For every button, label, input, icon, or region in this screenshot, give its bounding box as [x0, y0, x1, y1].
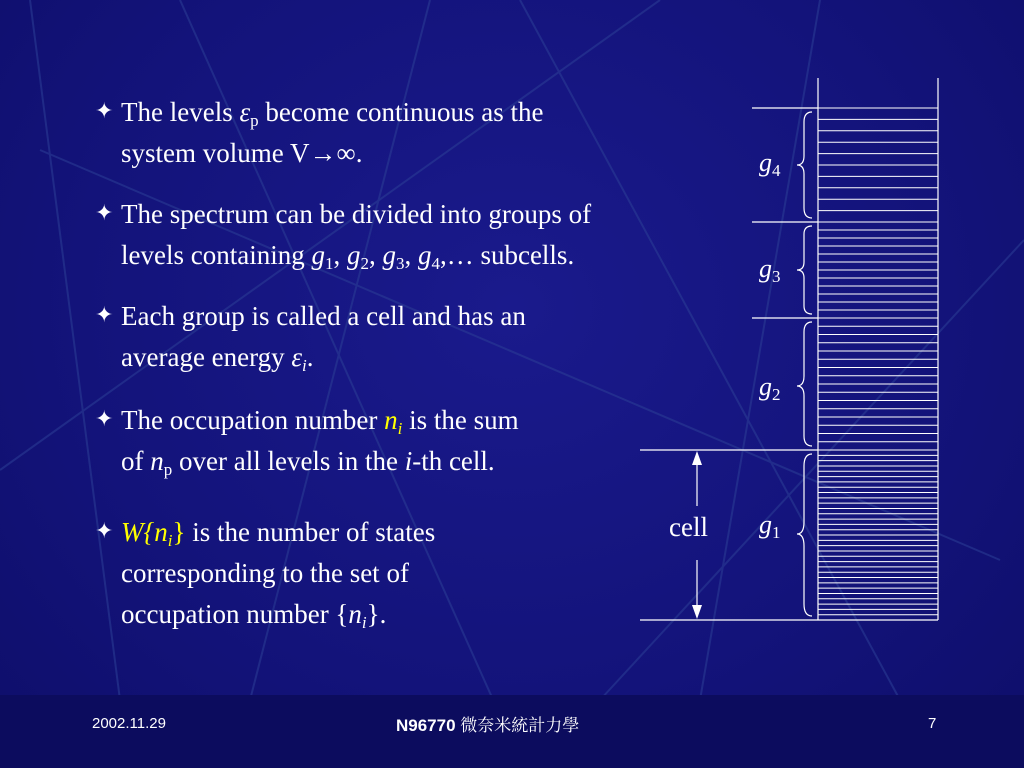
g1-label [759, 510, 781, 540]
g-symbol: g [759, 510, 772, 539]
text: Each group is called a cell and has an [121, 301, 526, 331]
cell-label: cell [669, 512, 708, 542]
subscript: i [167, 531, 173, 550]
text: become continuous as the [258, 97, 544, 127]
epsilon-symbol: ε [291, 342, 303, 372]
text: is the sum [402, 405, 519, 435]
course-title: 微奈米統計力學 [460, 716, 580, 736]
g-symbol: g [382, 240, 396, 270]
star-bullet-icon: ✦ [95, 201, 114, 226]
arrow-up-head-icon [692, 451, 702, 465]
text: over all levels in the [172, 446, 405, 476]
page-number: 7 [928, 715, 937, 732]
subscript: i [302, 356, 307, 375]
brace-g4 [797, 112, 812, 218]
star-bullet-icon: ✦ [95, 303, 114, 328]
text: is the number of states [185, 517, 436, 547]
bullet-item: ✦ The spectrum can be divided into groups of levels containing $g_1$, $g_2$, $g_3$, $g_4,\dots$ subcells. [95, 194, 735, 276]
star-bullet-icon: ✦ [95, 519, 114, 544]
footer-date: 2002.11.29 [92, 715, 166, 732]
text: }. [366, 599, 387, 629]
n-symbol: n [384, 405, 398, 435]
brace-g2 [797, 322, 812, 446]
epsilon-symbol: ε [239, 97, 251, 127]
subscript: i [361, 613, 367, 632]
subscript: 2 [772, 385, 781, 404]
brace-g3 [797, 226, 812, 314]
g4-label [759, 148, 781, 178]
subscript: 1 [772, 523, 781, 542]
text: levels containing [121, 240, 312, 270]
text: ,… subcells. [439, 240, 575, 270]
subscript: 2 [360, 254, 369, 273]
w-symbol: W{ [121, 517, 155, 547]
text: corresponding to the set of [121, 558, 409, 588]
star-bullet-icon: ✦ [95, 407, 114, 432]
i-symbol: i [404, 446, 413, 476]
g-symbol: g [311, 240, 325, 270]
star-bullet-icon: ✦ [95, 99, 114, 124]
text: of [121, 446, 151, 476]
text: occupation number { [121, 599, 349, 629]
g-symbol: g [759, 254, 772, 283]
subscript: 3 [772, 267, 781, 286]
g-symbol: g [346, 240, 361, 270]
g-symbol: g [759, 148, 772, 177]
text: The levels [121, 97, 240, 127]
g3-label [759, 254, 781, 284]
text: The spectrum can be divided into groups of [121, 199, 592, 229]
text: -th cell. [412, 446, 495, 476]
g2-label [759, 372, 781, 402]
brace: } [172, 517, 186, 547]
n-symbol: n [154, 517, 168, 547]
text: system volume V→∞. [121, 138, 363, 168]
arrow-down-head-icon [692, 605, 702, 619]
subscript: 3 [395, 254, 405, 273]
footer-course [396, 711, 579, 736]
g-symbol: g [417, 240, 432, 270]
subscript: 1 [324, 254, 334, 273]
subscript: 4 [431, 254, 440, 273]
g-symbol: g [759, 372, 772, 401]
n-symbol: n [150, 446, 164, 476]
text: average energy [121, 342, 292, 372]
text: The occupation number [121, 405, 385, 435]
subscript: i [397, 419, 403, 438]
subscript: 4 [772, 161, 781, 180]
course-code: N96770 [396, 716, 456, 735]
brace-g1 [797, 454, 812, 616]
level-lines [818, 108, 938, 620]
subscript: p [163, 460, 173, 479]
subscript: p [250, 111, 259, 130]
text: . [306, 342, 314, 372]
n-symbol: n [348, 599, 362, 629]
